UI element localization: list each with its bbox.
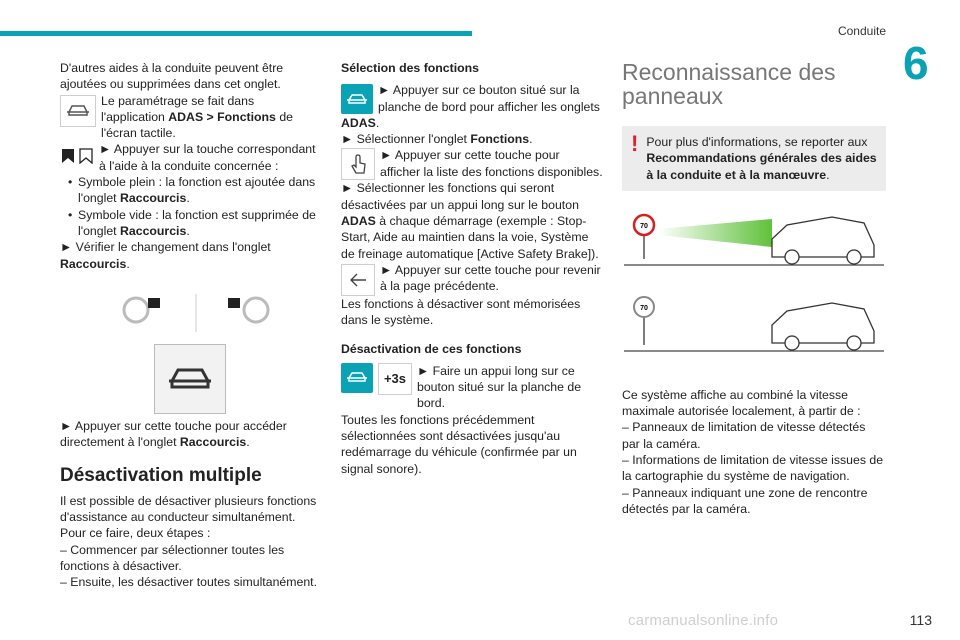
section-name: Conduite xyxy=(837,24,886,38)
adas-car-icon xyxy=(341,363,373,393)
verify-text: ► Vérifier le changement dans l'onglet Raccourcis. xyxy=(60,240,271,271)
info-note xyxy=(622,126,886,191)
note-text: Pour plus d'informations, se reporter aux Recommandations générales des aides à la conduite et à la manœuvre. xyxy=(646,135,877,182)
selection-heading: Sélection des fonctions xyxy=(341,61,480,75)
shortcut-toggle-row xyxy=(60,141,318,174)
source-camera: – Panneaux de limitation de vitesse détectés par la caméra. xyxy=(622,420,866,451)
long-press-row xyxy=(341,363,603,412)
multi-text-3: – Commencer par sélectionner toutes les fonctions à désactiver. xyxy=(60,542,285,573)
illustration-sign-ahead xyxy=(622,207,886,277)
multi-text-1: Il est possible de désactiver plusieurs fonctions d'assistance au conducteur simultanément. xyxy=(60,493,317,525)
column-3 xyxy=(622,60,886,517)
adas-suffix: ADAS. xyxy=(341,115,380,130)
back-button-text: ► Appuyer sur cette touche pour revenir à la page précédente. xyxy=(380,262,601,294)
settings-text: Le paramétrage se fait dans l'application ADAS > Fonctions de l'écran tactile. xyxy=(101,93,294,141)
select-tab-text: ► Sélectionner l'onglet Fonctions. xyxy=(341,132,533,147)
adas-button-text: ► Appuyer sur ce bouton situé sur la planche de bord pour afficher les onglets xyxy=(378,83,600,114)
speed-sign-70-passed: 70 xyxy=(640,304,648,312)
chapter-number: 6 xyxy=(903,37,929,89)
source-zone: – Panneaux indiquant une zone de rencontre détectés par la caméra. xyxy=(622,485,868,516)
bullet-full: • Symbole plein : la fonction est ajoutée dans l'onglet Raccourcis. xyxy=(78,174,318,207)
back-arrow-icon xyxy=(341,264,375,296)
steering-illustration xyxy=(60,280,318,408)
memorized-text: Les fonctions à désactiver sont mémorisées dans le système. xyxy=(341,296,581,328)
multi-text-2: Pour ce faire, deux étapes : xyxy=(60,526,211,541)
source-navigation: – Informations de limitation de vitesse issues de la cartographie du système de navigation. xyxy=(622,453,884,484)
column-2 xyxy=(341,60,603,477)
bullet-list xyxy=(60,174,318,239)
car-icon xyxy=(60,95,96,127)
settings-row xyxy=(60,93,318,142)
header-accent-bar xyxy=(0,31,472,36)
touch-hand-icon xyxy=(341,148,375,180)
bookmark-icon xyxy=(60,143,94,169)
section-heading: Désactivation multiple xyxy=(60,465,262,487)
adas-car-icon xyxy=(341,84,373,114)
toggle-instruction: ► Appuyer sur la touche correspondant à l'aide à la conduite concernée : xyxy=(99,142,316,173)
column-1 xyxy=(60,60,318,591)
deactivated-text: Toutes les fonctions précédemment sélectionnées sont désactivées jusqu'au redémarrage du véhicule (confirmée par un signal sonore). xyxy=(341,412,577,476)
long-press-3s-icon: +3s xyxy=(378,363,412,395)
adas-button-row xyxy=(341,82,603,115)
watermark: carmanualsonline.info xyxy=(628,612,779,629)
shortcut-car-button-icon xyxy=(154,344,226,414)
list-button-row xyxy=(341,147,603,180)
back-button-row xyxy=(341,262,603,296)
page-number: 113 xyxy=(909,612,932,628)
list-button-text: ► Appuyer sur cette touche pour afficher la liste des fonctions disponibles. xyxy=(380,148,603,179)
multi-text-4: – Ensuite, les désactiver toutes simultanément. xyxy=(60,575,317,590)
deactivation-heading: Désactivation de ces fonctions xyxy=(341,341,522,356)
access-shortcut-text: ► Appuyer sur cette touche pour accéder directement à l'onglet Raccourcis. xyxy=(60,418,287,450)
long-press-text: ► Faire un appui long sur ce bouton situé sur la planche de bord. xyxy=(417,363,582,411)
intro-text: D'autres aides à la conduite peuvent être ajoutées ou supprimées dans cet onglet. xyxy=(60,61,284,92)
illustration-sign-passed xyxy=(622,287,886,365)
bullet-empty: • Symbole vide : la fonction est supprimée de l'onglet Raccourcis. xyxy=(78,207,318,240)
page-title: Reconnaissance des panneaux xyxy=(622,59,836,109)
speed-sign-70: 70 xyxy=(640,222,648,230)
warning-icon: ! xyxy=(631,131,639,156)
system-description: Ce système affiche au combiné la vitesse maximale autorisée localement, à partir de : xyxy=(622,387,861,419)
select-functions-text: ► Sélectionner les fonctions qui seront désactivées par un appui long sur le bouton ADAS à chaque démarrage (exemple : Stop-Start, Aide au maintien dans la voie, Système de freinage automatique [Active Safety Brake]). xyxy=(341,181,599,261)
